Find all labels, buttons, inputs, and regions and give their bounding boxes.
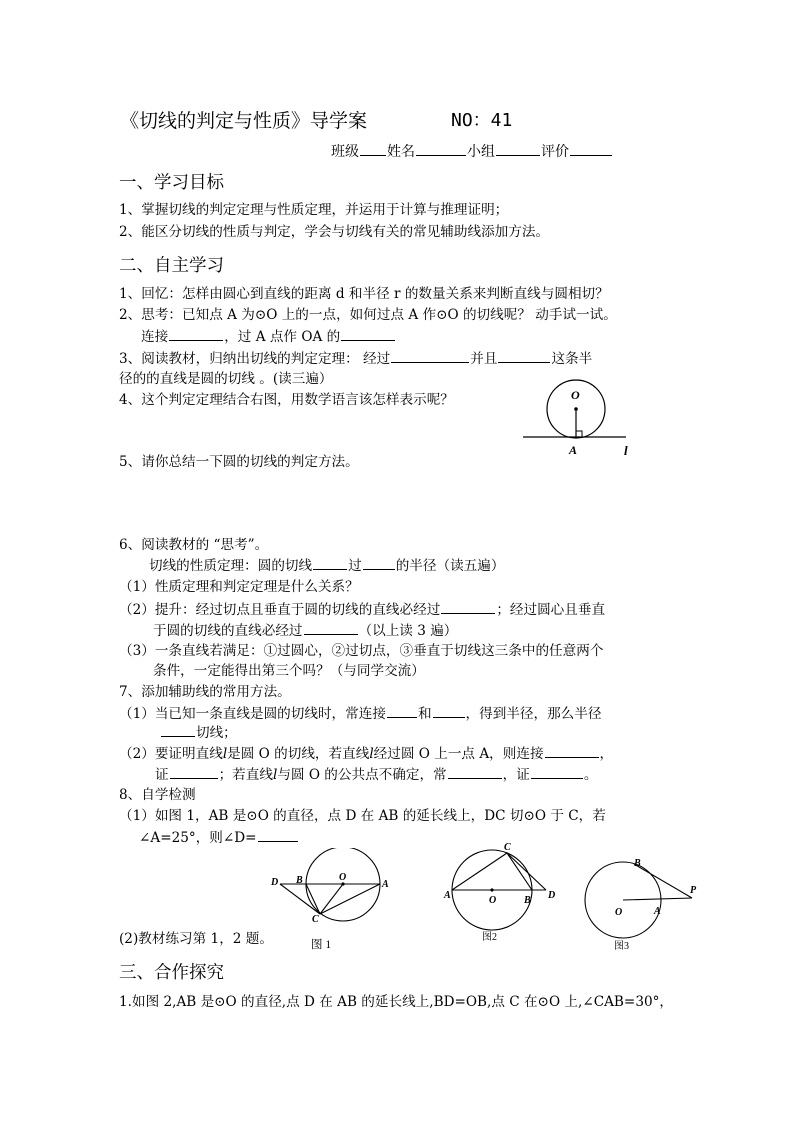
fig2-caption: 图2 — [482, 932, 497, 943]
info-line — [331, 141, 613, 161]
fig2-label-a: A — [444, 890, 451, 901]
fig2-line-cd — [507, 853, 546, 890]
q3-blank-1[interactable] — [391, 348, 469, 363]
q6a-text-a: 切线的性质定理：圆的切线 — [149, 558, 313, 574]
q6-2-blank-1[interactable] — [441, 599, 495, 614]
q7-2-text-c: 经过圆 O 上一点 A，则连接 — [373, 746, 544, 762]
q7-2b-text-a: 证 — [155, 767, 169, 783]
q7-1-text-c: ，得到半径，那么半径 — [465, 706, 602, 722]
q6-property — [149, 555, 504, 576]
q7-2-text-a: （2）要证明直线 — [119, 746, 223, 762]
tangent-figure — [518, 378, 640, 460]
q6-2-text-a: （2）提升：经过切点且垂直于圆的切线的直线必经过 — [119, 602, 441, 618]
coop-q1: 1.如图 2,AB 是⊙O 的直径,点 D 在 AB 的延长线上,BD=OB,点 C 在⊙O 上,∠CAB=30°， — [119, 994, 674, 1010]
label-o: O — [571, 388, 580, 402]
q2-line2 — [141, 326, 396, 347]
class-field[interactable] — [360, 141, 386, 156]
name-label: 姓名 — [387, 144, 415, 160]
q6-2 — [119, 599, 605, 620]
q6-2-blank-2[interactable] — [304, 620, 358, 635]
group-field[interactable] — [496, 141, 540, 156]
q6-2-line2 — [153, 620, 457, 641]
q6-1: （1）性质定理和判定定理是什么关系？ — [119, 579, 359, 595]
fig1-line-ca — [320, 884, 380, 914]
q3-text-b: 并且 — [470, 351, 498, 367]
q7-2-l3: l — [272, 767, 278, 783]
fig1-label-c: C — [312, 914, 319, 925]
q7-2-blank-4[interactable] — [531, 764, 583, 779]
q7-1 — [119, 703, 601, 724]
q3-blank-2[interactable] — [498, 348, 550, 363]
q6-2b-text-b: （以上读 3 遍） — [358, 623, 458, 639]
center-dot — [574, 407, 578, 411]
q6-3: （3）一条直线若满足：①过圆心，②过切点，③垂直于切线这三条中的任意两个 — [119, 643, 604, 659]
q8-2: (2)教材练习第 1，2 题。 — [119, 931, 273, 947]
q7-1-text-a: （1）当已知一条直线是圆的切线时，常连接 — [119, 706, 386, 722]
q7-2-blank-3[interactable] — [448, 764, 502, 779]
section-1-heading: 一、学习目标 — [119, 173, 224, 193]
section-2-heading: 二、自主学习 — [119, 256, 224, 276]
q7-2-l2: l — [369, 746, 374, 762]
fig3-label-b: B — [634, 858, 641, 869]
fig1-caption: 图 1 — [311, 939, 332, 951]
grade-field[interactable] — [570, 141, 612, 156]
fig3-caption: 图3 — [614, 941, 629, 952]
q7-1b-text: 切线； — [196, 725, 237, 741]
q3-text-c: 这条半 — [551, 351, 593, 367]
q7-2: （2）要证明直线l是圆 O 的切线，若直线l经过圆 O 上一点 A，则连接 ， — [119, 743, 613, 764]
right-angle-mark — [576, 431, 582, 437]
q7-2-blank-1[interactable] — [545, 743, 599, 758]
goal-1: 1、掌握切线的判定定理与性质定理，并运用于计算与推理证明； — [119, 202, 509, 218]
q8-1-line2 — [139, 827, 299, 848]
q7-2-line2: 证 ；若直线l与圆 O 的公共点不确定，常 ，证 。 — [155, 764, 597, 785]
q7: 7、添加辅助线的常用方法。 — [119, 684, 291, 700]
grade-label: 评价 — [541, 144, 569, 160]
q7-1-blank-1[interactable] — [387, 703, 417, 718]
q8-1: （1）如图 1，AB 是⊙O 的直径，点 D 在 AB 的延长线上，DC 切⊙O 于 C，若 — [119, 808, 606, 824]
fig1-label-d: D — [271, 877, 279, 888]
q1: 1、回忆：怎样由圆心到直线的距离 d 和半径 r 的数量关系来判断直线与圆相切？ — [119, 286, 609, 302]
fig2-center — [490, 888, 493, 891]
fig2-label-d: D — [548, 890, 556, 901]
fig1-label-a: A — [382, 879, 389, 890]
goal-2: 2、能区分切线的性质与判定，学会与切线有关的常见辅助线添加方法。 — [119, 224, 550, 240]
q7-1-blank-3[interactable] — [161, 722, 195, 737]
fig1-label-b: B — [296, 875, 303, 886]
fig2-line-ac — [452, 853, 507, 890]
q3-text-a: 3、阅读教材，归纳出切线的判定定理： 经过 — [119, 351, 391, 367]
q6a-text-b: 过 — [348, 558, 362, 574]
q2: 2、思考：已知点 A 为⊙O 上的一点，如何过点 A 作⊙O 的切线呢？ 动手试一试。 — [119, 307, 617, 323]
q6-3-line2: 条件，一定能得出第三个吗？（与同学交流） — [153, 663, 425, 679]
fig1-label-o: O — [339, 872, 347, 883]
q8: 8、自学检测 — [119, 787, 196, 803]
q2-blank-1[interactable] — [169, 326, 223, 341]
figure-2 — [440, 840, 564, 944]
fig2-label-c: C — [504, 842, 511, 853]
fig2-label-b: B — [524, 895, 531, 906]
fig2-line-cb — [507, 853, 532, 890]
q6a-blank-2[interactable] — [363, 555, 395, 570]
q4: 4、这个判定定理结合右图，用数学语言该怎样表示呢？ — [119, 392, 454, 408]
q3-line2: 径的的直线是圆的切线 。(读三遍） — [119, 371, 333, 387]
q5: 5、请你总结一下圆的切线的判定方法。 — [119, 454, 359, 470]
q7-1-line2 — [160, 722, 237, 743]
label-l: l — [624, 443, 628, 458]
q6-2-text-b: ；经过圆心且垂直 — [496, 602, 606, 618]
q7-2-blank-2[interactable] — [170, 764, 218, 779]
fig1-line-cb — [306, 884, 320, 914]
q7-2b-text-b: ；若直线 — [218, 767, 273, 783]
q7-2-text-b: 是圆 O 的切线，若直线 — [227, 746, 370, 762]
q8-1b-text: ∠A=25°，则∠D= — [139, 830, 257, 846]
fig3-label-a: A — [654, 906, 661, 917]
q6a-blank-1[interactable] — [313, 555, 347, 570]
q7-2b-text-d: ，证 — [502, 767, 530, 783]
q7-1-blank-2[interactable] — [433, 703, 465, 718]
q7-1-text-b: 和 — [417, 706, 432, 722]
group-label: 小组 — [467, 144, 495, 160]
fig3-line-op — [623, 898, 692, 900]
figure-3 — [582, 852, 704, 954]
q2-text-b: ，过 A 点作 OA 的 — [224, 329, 341, 345]
fig3-label-p: P — [690, 885, 697, 896]
fig2-label-o: O — [489, 895, 497, 906]
section-3-heading: 三、合作探究 — [119, 963, 224, 983]
q2-text-a: 连接 — [141, 329, 169, 345]
figure-1 — [268, 848, 396, 954]
page-title: 《切线的判定与性质》导学案 — [120, 110, 368, 132]
q7-2b-text-c: 与圆 O 的公共点不确定，常 — [277, 767, 447, 783]
name-field[interactable] — [416, 141, 466, 156]
q3 — [119, 348, 592, 369]
q6-2b-text-a: 于圆的切线的直线必经过 — [153, 623, 303, 639]
fig1-line-dc — [280, 884, 320, 914]
doc-number: NO：41 — [451, 110, 513, 131]
fig1-line-co — [320, 884, 343, 914]
fig3-line-bp — [634, 864, 692, 898]
q6: 6、阅读教材的 “思考”。 — [119, 537, 269, 553]
fig3-label-o: O — [615, 907, 623, 918]
label-a: A — [569, 443, 578, 457]
q2-blank-2[interactable] — [341, 326, 395, 341]
q8-1-blank[interactable] — [258, 827, 298, 842]
class-label: 班级 — [331, 144, 359, 160]
q7-2-l1: l — [222, 746, 228, 762]
q6a-text-c: 的半径（读五遍） — [395, 558, 505, 574]
